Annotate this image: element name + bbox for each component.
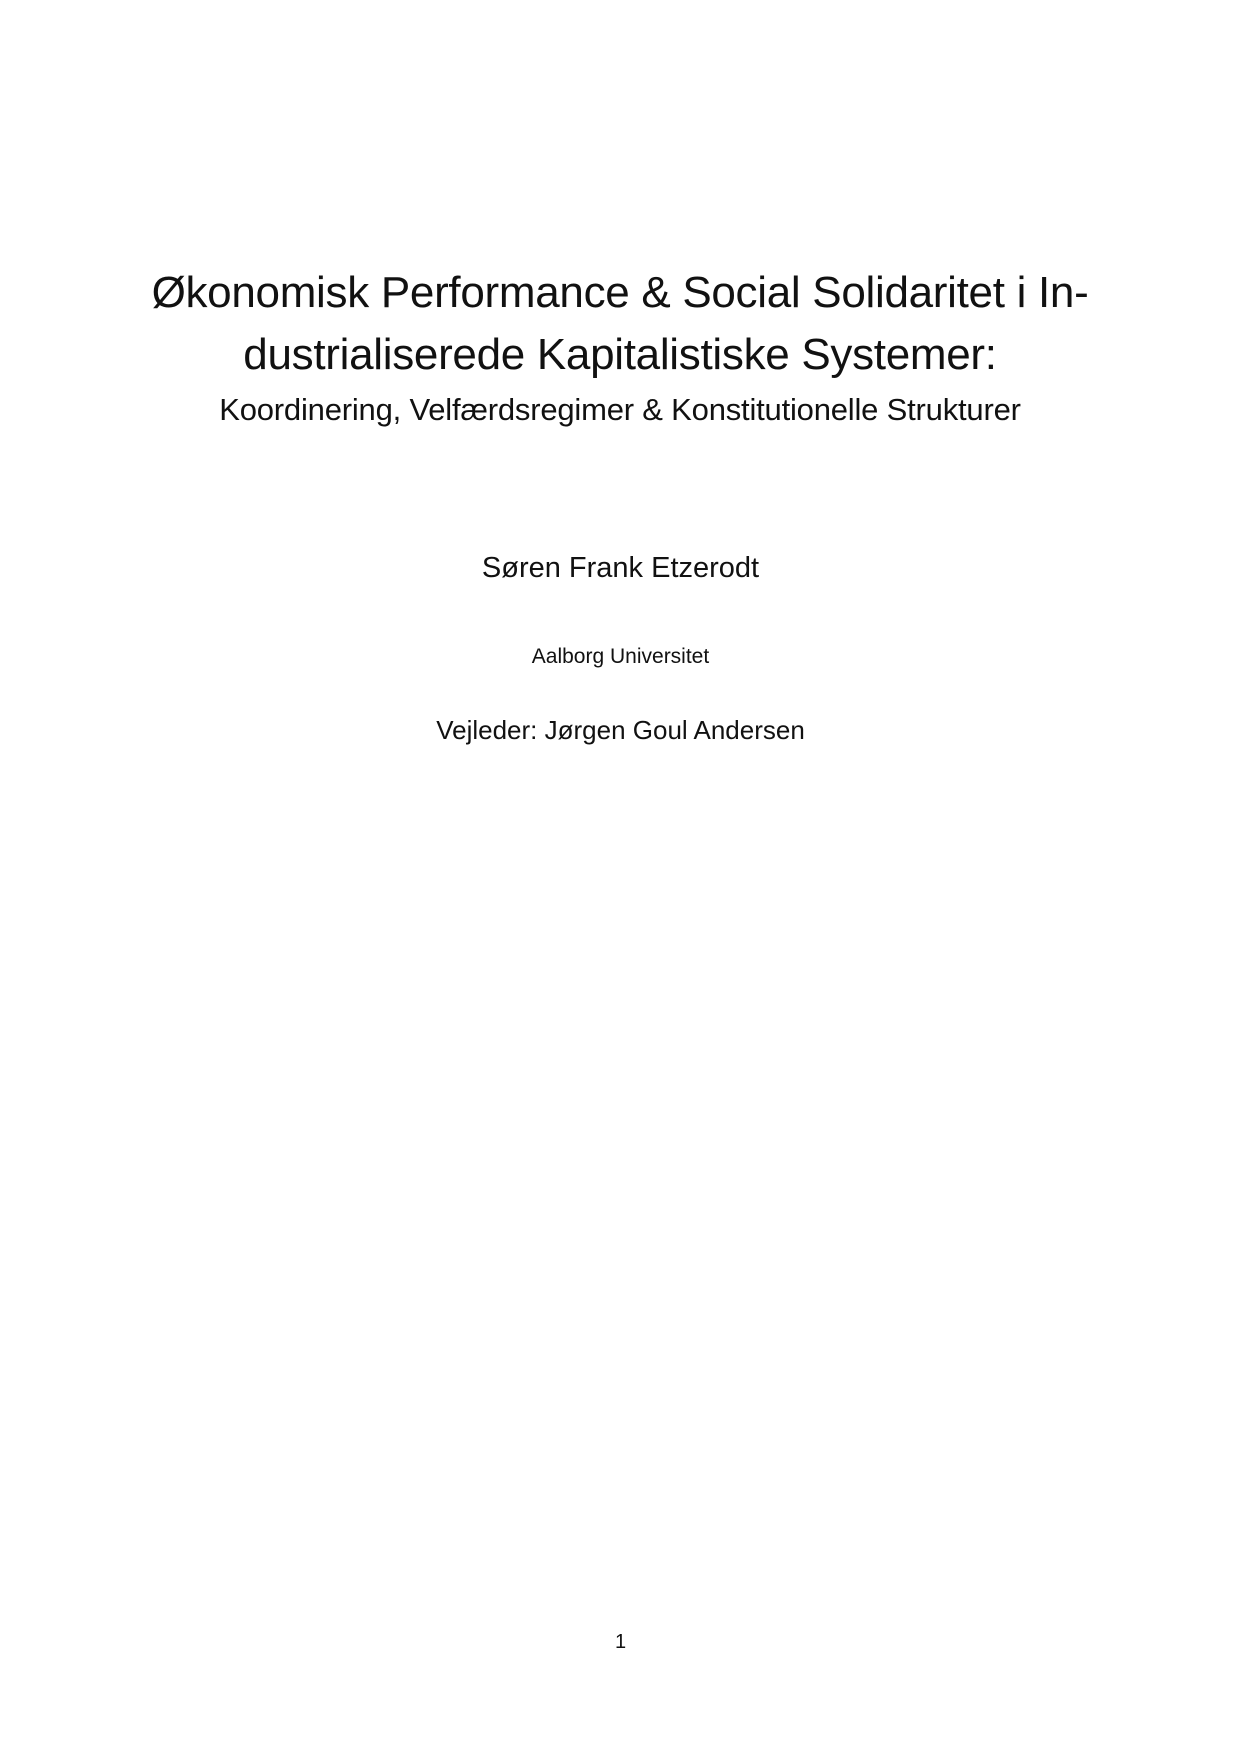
university-name: Aalborg Universitet (531, 645, 710, 668)
page-number: 1 (614, 1631, 627, 1653)
page-title-line-1: Økonomisk Performance & Social Solidaritet i In- (151, 268, 1089, 317)
page-title-line-2: dustrialiserede Kapitalistiske Systemer: (243, 330, 997, 379)
title-block (120, 262, 1120, 432)
author-name: Søren Frank Etzerodt (481, 552, 760, 584)
supervisor-line: Vejleder: Jørgen Goul Andersen (436, 715, 805, 745)
page-subtitle: Koordinering, Velfærdsregimer & Konstitutionelle Strukturer (219, 392, 1021, 427)
